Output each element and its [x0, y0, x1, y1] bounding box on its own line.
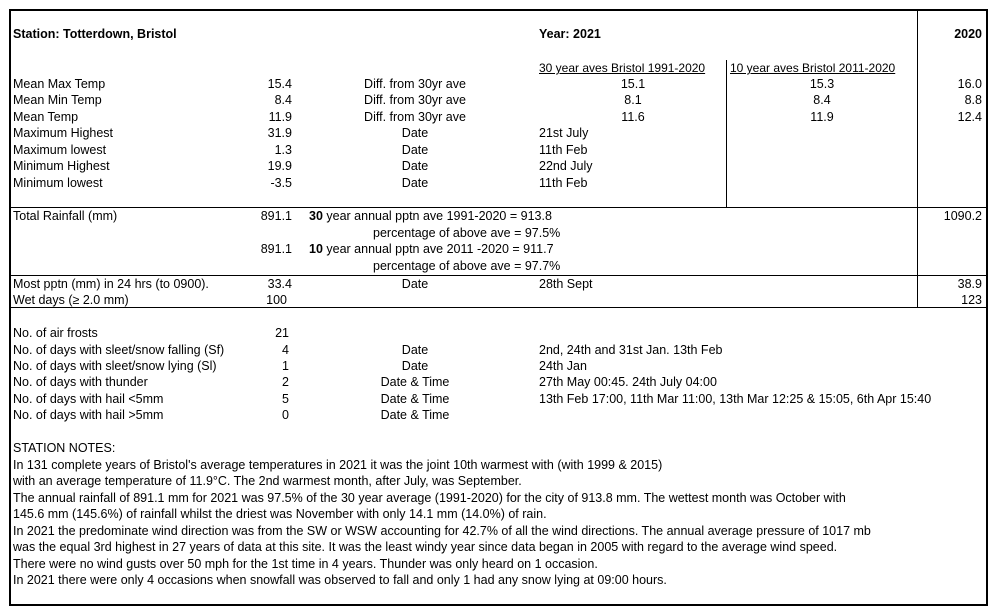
row-label: Maximum lowest: [13, 143, 107, 157]
pct-above-ave-30: percentage of above ave = 97.5%: [373, 226, 561, 240]
row-ave10: 15.3: [809, 77, 835, 91]
most-pptn-label: Most pptn (mm) in 24 hrs (to 0900).: [13, 277, 209, 291]
row-label: Minimum lowest: [13, 176, 103, 190]
notes-line: 145.6 mm (145.6%) of rainfall whilst the driest was November with only 14.1 mm (14.0%) of rain.: [13, 507, 547, 521]
row-mid: Date: [401, 359, 429, 373]
row-label: No. of days with hail <5mm: [13, 392, 164, 406]
row-prev: 8.8: [964, 93, 982, 107]
ave10-rain-line: [309, 241, 554, 257]
notes-line: with an average temperature of 11.9°C. The 2nd warmest month, after July, was September.: [13, 474, 522, 488]
ave30-rain-line: [309, 208, 552, 224]
row-ave10: 11.9: [810, 110, 834, 124]
notes-line: In 2021 the predominate wind direction was from the SW or WSW accounting for 42.7% of all the wind directions. The annual average pressure of 1017 mb: [13, 524, 871, 538]
wet-days-prev: 123: [961, 293, 982, 307]
row-detail: 13th Feb 17:00, 11th Mar 11:00, 13th Mar 12:25 & 15:05, 6th Apr 15:40: [539, 392, 932, 406]
notes-line: There were no wind gusts over 50 mph for the 1st time in 4 years. Thunder was only heard on 1 occasion.: [13, 557, 598, 571]
row-mid: Date: [401, 343, 429, 357]
section-divider: [10, 275, 987, 276]
row-mid: Date: [401, 126, 429, 140]
prev-year-divider: [917, 10, 918, 307]
notes-line: In 2021 there were only 4 occasions when snowfall was observed to fall and only 1 had any snow lying at 09:00 hours.: [13, 573, 667, 587]
notes-line: The annual rainfall of 891.1 mm for 2021 was 97.5% of the 30 year average (1991-2020) for the city of 913.8 mm. The wettest month was October with: [13, 491, 846, 505]
row-value: 19.9: [267, 159, 292, 173]
wet-days-value: 100: [266, 293, 287, 307]
row-date: 21st July: [539, 126, 589, 140]
section-divider: [10, 307, 987, 308]
pct-above-ave-10: percentage of above ave = 97.7%: [373, 259, 561, 273]
wet-days-label: Wet days (≥ 2.0 mm): [13, 293, 129, 307]
rainfall-label: Total Rainfall (mm): [13, 209, 118, 223]
row-value: 8.4: [274, 93, 292, 107]
row-label: No. of air frosts: [13, 326, 98, 340]
row-value: 4: [282, 343, 289, 357]
notes-line: was the equal 3rd highest in 27 years of data at this site. It was the least windy year since data began in 2005 with regard to the average wind speed.: [13, 540, 838, 554]
row-label: No. of days with sleet/snow lying (Sl): [13, 359, 217, 373]
row-ave10: 8.4: [813, 93, 831, 107]
row-ave30: 11.6: [621, 110, 645, 124]
most-pptn-value: 33.4: [267, 277, 292, 291]
row-value: 21: [275, 326, 289, 340]
most-pptn-mid: Date: [401, 277, 429, 291]
row-label: Mean Temp: [13, 110, 79, 124]
row-mid: Date & Time: [380, 408, 450, 422]
row-mid: Diff. from 30yr ave: [364, 93, 466, 107]
row-prev: 16.0: [957, 77, 982, 91]
prev-year-title: 2020: [954, 27, 982, 41]
row-mid: Date: [401, 159, 429, 173]
year-title: Year: 2021: [539, 27, 601, 41]
row-detail: 24th Jan: [539, 359, 587, 373]
row-detail: 2nd, 24th and 31st Jan. 13th Feb: [539, 343, 723, 357]
ave10-header: 10 year aves Bristol 2011-2020: [730, 61, 896, 75]
row-value: 1: [282, 359, 289, 373]
row-mid: Diff. from 30yr ave: [364, 110, 466, 124]
station-title: Station: Totterdown, Bristol: [13, 27, 177, 41]
row-label: Maximum Highest: [13, 126, 114, 140]
row-prev: 12.4: [957, 110, 982, 124]
row-detail: 27th May 00:45. 24th July 04:00: [539, 375, 717, 389]
row-label: No. of days with thunder: [13, 375, 148, 389]
row-date: 11th Feb: [539, 143, 588, 157]
row-value: 1.3: [274, 143, 292, 157]
ave30-prefix: 30: [309, 209, 323, 223]
row-label: No. of days with sleet/snow falling (Sf): [13, 343, 225, 357]
row-ave30: 15.1: [620, 77, 646, 91]
row-value: 5: [282, 392, 289, 406]
most-pptn-date: 28th Sept: [539, 277, 593, 291]
row-value: -3.5: [270, 176, 292, 190]
row-value: 15.4: [267, 77, 292, 91]
row-value: 31.9: [267, 126, 292, 140]
row-mid: Date: [401, 176, 429, 190]
row-value: 2: [282, 375, 289, 389]
row-value: 0: [282, 408, 289, 422]
notes-title: STATION NOTES:: [13, 441, 116, 455]
ave10-prefix: 10: [309, 242, 323, 256]
ave10-text: year annual pptn ave 2011 -2020 = 911.7: [322, 242, 554, 256]
ave30-header: 30 year aves Bristol 1991-2020: [539, 61, 706, 75]
ave-columns-divider: [726, 60, 727, 207]
rainfall-prev: 1090.2: [943, 209, 982, 223]
row-date: 22nd July: [539, 159, 593, 173]
notes-line: In 131 complete years of Bristol's average temperatures in 2021 it was the joint 10th warmest with (with 1999 & 2015): [13, 458, 663, 472]
row-mid: Date: [401, 143, 429, 157]
row-mid: Date & Time: [380, 375, 450, 389]
rainfall-value: 891.1: [260, 209, 292, 223]
row-label: Mean Min Temp: [13, 93, 102, 107]
row-label: Mean Max Temp: [13, 77, 106, 91]
section-divider: [10, 207, 987, 208]
most-pptn-prev: 38.9: [957, 277, 982, 291]
row-mid: Diff. from 30yr ave: [364, 77, 466, 91]
rainfall-value-2: 891.1: [260, 242, 292, 256]
row-label: No. of days with hail >5mm: [13, 408, 164, 422]
row-mid: Date & Time: [380, 392, 450, 406]
ave30-text: year annual pptn ave 1991-2020 = 913.8: [322, 209, 552, 223]
row-date: 11th Feb: [539, 176, 588, 190]
row-label: Minimum Highest: [13, 159, 110, 173]
row-ave30: 8.1: [624, 93, 642, 107]
row-value: 11.9: [268, 110, 292, 124]
